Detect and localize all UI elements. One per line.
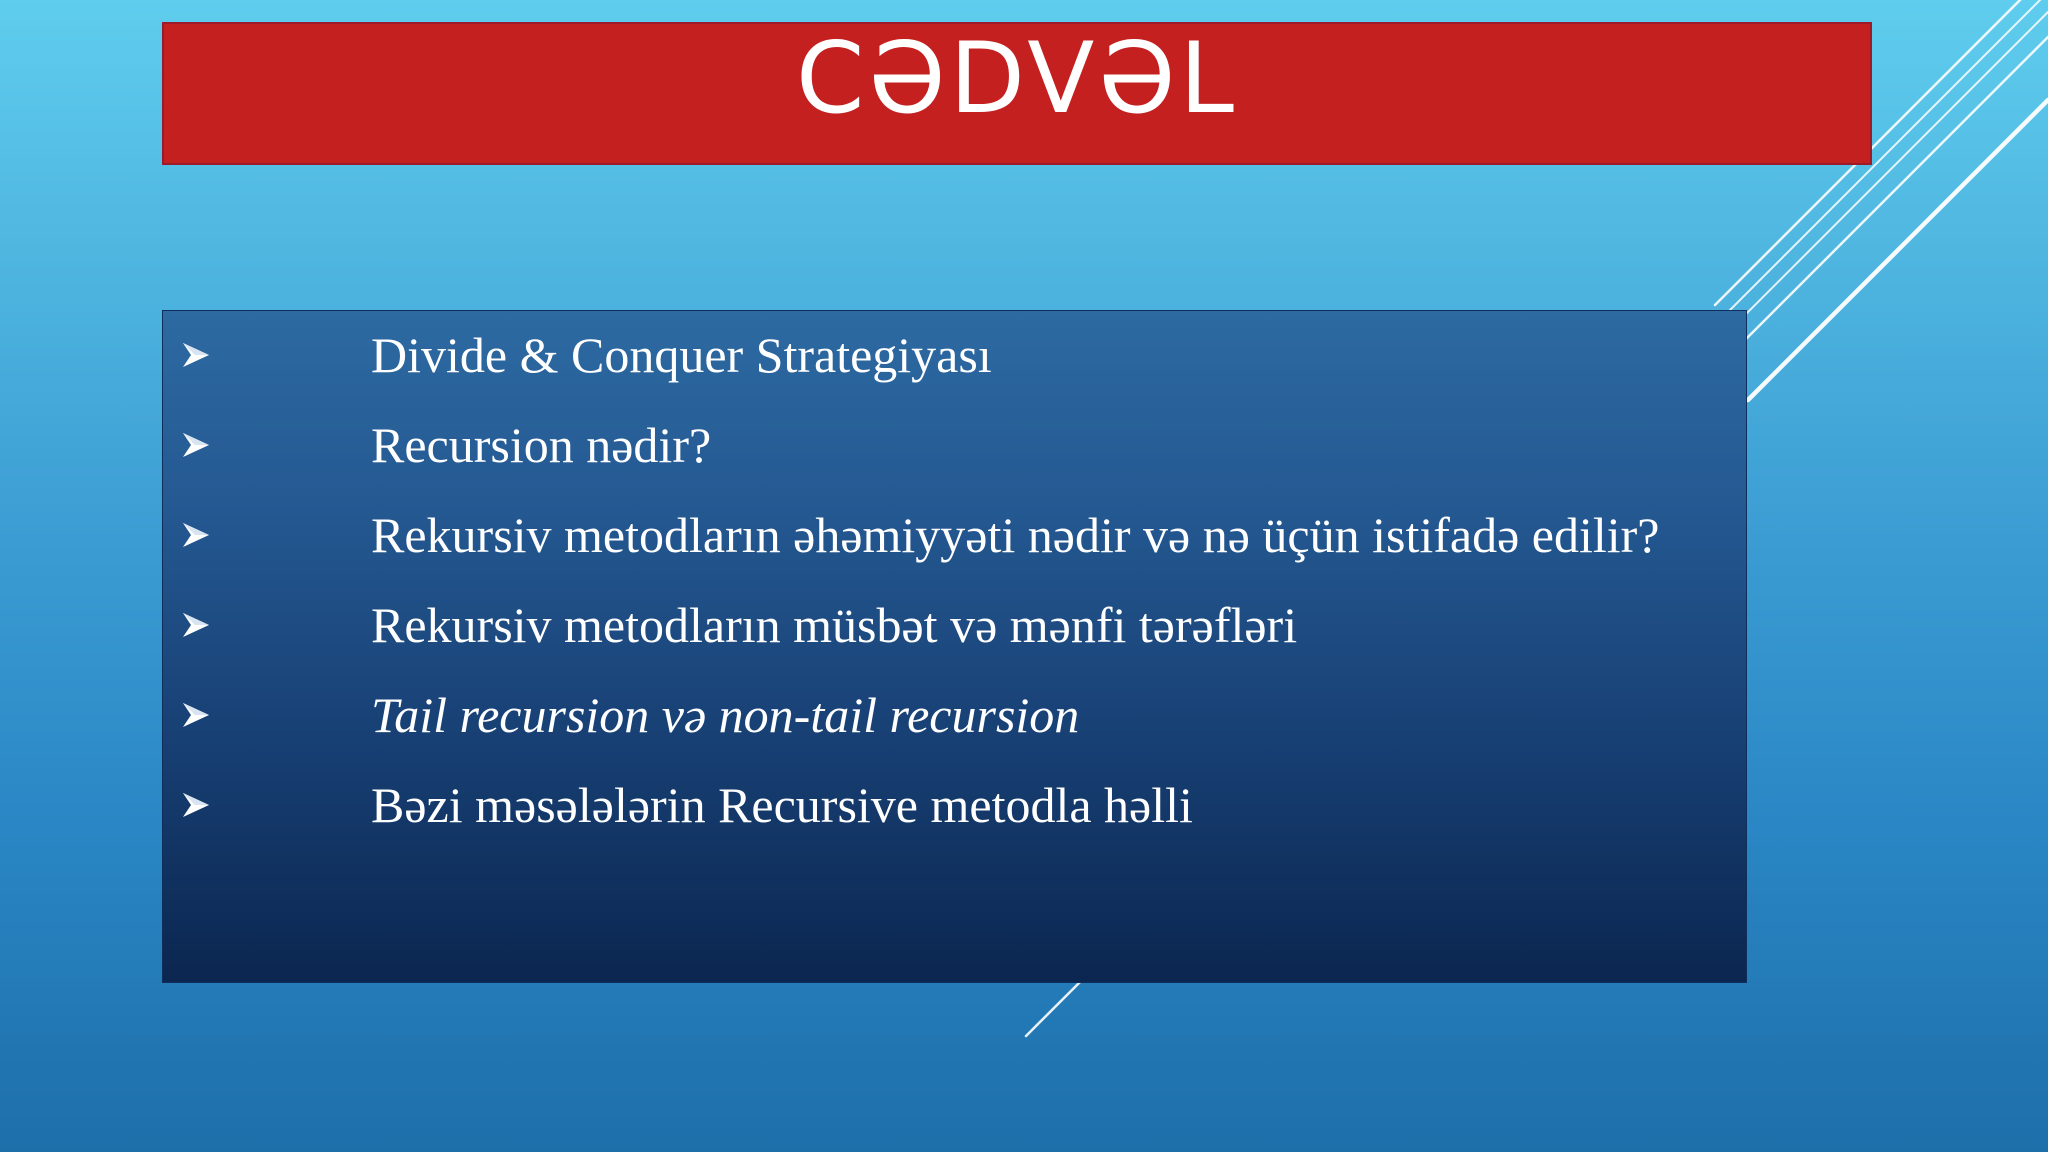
content-panel (162, 310, 1747, 983)
list-item (163, 683, 1746, 747)
slide-title: CƏDVƏL (795, 22, 1239, 136)
arrow-bullet-icon (181, 785, 211, 825)
list-item-text: Divide & Conquer Strategiyası (371, 327, 992, 383)
arrow-bullet-icon (181, 335, 211, 375)
arrow-bullet-icon (181, 425, 211, 465)
list-item (163, 503, 1746, 567)
list-item-text: Rekursiv metodların müsbət və mənfi tərəfləri (371, 597, 1298, 653)
list-item-text: Recursion nədir? (371, 417, 712, 473)
list-item-text: Bəzi məsələlərin Recursive metodla həlli (371, 777, 1193, 833)
list-item-text: Tail recursion və non-tail recursion (371, 687, 1080, 743)
list-item (163, 323, 1746, 387)
title-bar (162, 22, 1872, 165)
arrow-bullet-icon (181, 515, 211, 555)
list-item-text: Rekursiv metodların əhəmiyyəti nədir və nə üçün istifadə edilir? (371, 507, 1660, 563)
list-item (163, 413, 1746, 477)
arrow-bullet-icon (181, 605, 211, 645)
list-item (163, 773, 1746, 837)
arrow-bullet-icon (181, 695, 211, 735)
bullet-list (163, 323, 1746, 863)
list-item (163, 593, 1746, 657)
